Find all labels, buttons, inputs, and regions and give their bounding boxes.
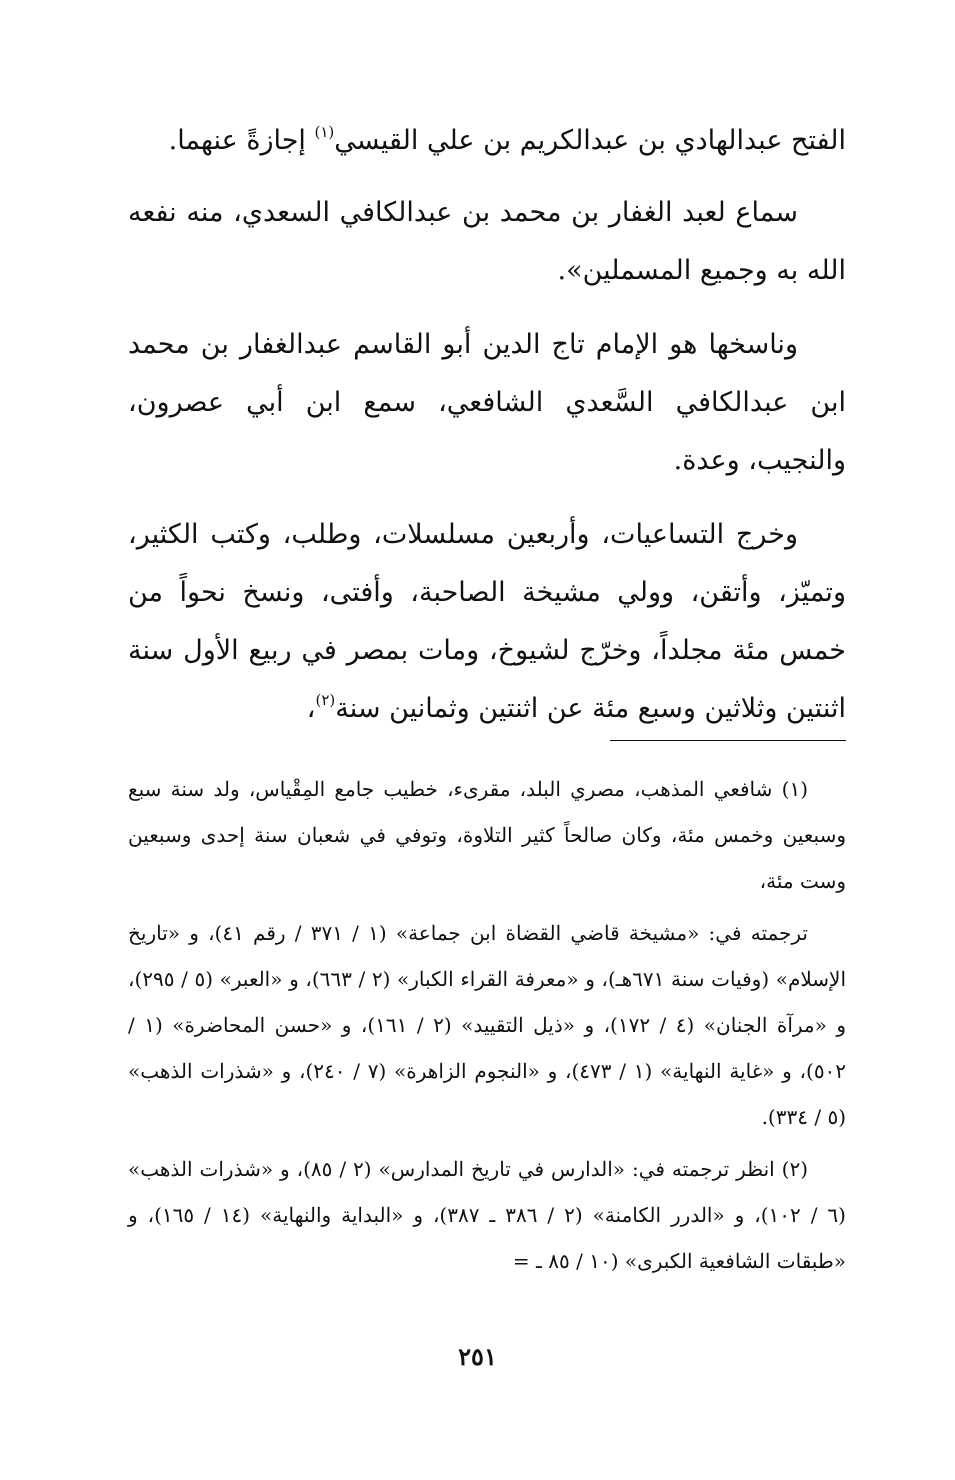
- footnote-ref-1[interactable]: (١): [314, 123, 335, 141]
- main-text: [128, 112, 846, 754]
- page-number: ٢٥١: [458, 1342, 497, 1371]
- footnote-2: (٢) انظر ترجمته في: «الدارس في تاريخ المدارس» (٢ / ٨٥)، و «شذرات الذهب» (٦ / ١٠٢)، و «الدرر الكامنة» (٢ / ٣٨٦ ـ ٣٨٧)، و «البداية والنهاية» (١٤ / ١٦٥)، و «طبقات الشافعية الكبرى» (١٠ / ٨٥ ـ =: [128, 1157, 846, 1273]
- paragraph-4-text: وخرج التساعيات، وأربعين مسلسلات، وطلب، وكتب الكثير، وتميّز، وأتقن، وولي مشيخة الصاحبة، وأفتى، ونسخ نحواً من خمس مئة مجلداً، وخرّج لشيوخ، ومات بمصر في ربيع الأول سنة اثنتين وثلاثين وسبع مئة عن اثنتين وثمانين سنة: [128, 519, 846, 724]
- footnote-ref-2[interactable]: (٢): [315, 691, 336, 709]
- paragraph-3: وناسخها هو الإمام تاج الدين أبو القاسم عبدالغفار بن محمد ابن عبدالكافي السَّعدي الشافعي، سمع ابن أبي عصرون، والنجيب، وعدة.: [128, 329, 846, 476]
- paragraph-1-text: الفتح عبدالهادي بن عبدالكريم بن علي القيسي: [334, 125, 846, 156]
- paragraph-2: سماع لعبد الغفار بن محمد بن عبدالكافي السعدي، منه نفعه الله به وجميع المسملين».: [128, 197, 846, 286]
- paragraph-4: [128, 506, 846, 738]
- paragraph-1: [128, 112, 846, 170]
- footnote-separator: [610, 740, 846, 741]
- footnotes: [128, 766, 846, 1290]
- paragraph-1-tail: إجازةً عنهما.: [168, 125, 315, 156]
- footnote-1-references: ترجمته في: «مشيخة قاضي القضاة ابن جماعة» (١ / ٣٧١ / رقم ٤١)، و «تاريخ الإسلام» (وفيات سنة ٦٧١هـ)، و «معرفة القراء الكبار» (٢ / ٦٦٣)، و «العبر» (٥ / ٢٩٥)، و «مرآة الجنان» (٤ / ١٧٢)، و «ذيل التقييد» (٢ / ١٦١)، و «حسن المحاضرة» (١ / ٥٠٢)، و «غاية النهاية» (١ / ٤٧٣)، و «النجوم الزاهرة» (٧ / ٢٤٠)، و «شذرات الذهب» (٥ / ٣٣٤).: [128, 921, 847, 1129]
- footnote-1: (١) شافعي المذهب، مصري البلد، مقرىء، خطيب جامع المِقْياس، ولد سنة سبع وسبعين وخمس مئة، وكان صالحاً كثير التلاوة، وتوفي في شعبان سنة إحدى وسبعين وست مئة،: [128, 777, 846, 893]
- paragraph-4-tail: ،: [306, 693, 316, 724]
